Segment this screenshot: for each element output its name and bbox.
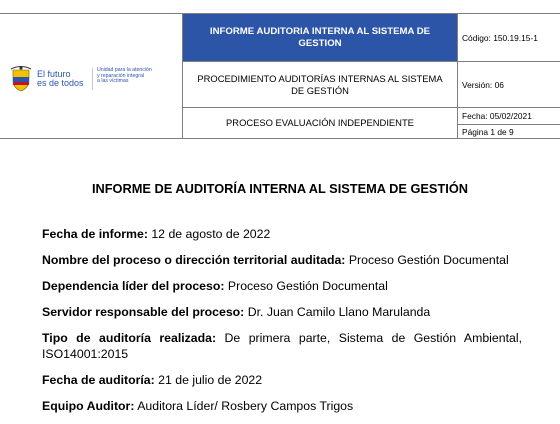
version-cell: Versión: 06 [458, 62, 560, 108]
field-value: Proceso Gestión Documental [349, 253, 509, 267]
logo-sub-line-3: a las víctimas [97, 79, 181, 85]
logo-sub-line-2: y reparación integral [97, 74, 181, 80]
field-tipo-auditoria [42, 330, 522, 362]
logo-line-2: es de todos [37, 79, 84, 88]
field-equipo-auditor [42, 398, 522, 414]
report-fields [42, 226, 522, 424]
codigo-cell: Código: 150.19.15-1 [458, 14, 560, 62]
fecha-cell: Fecha: 05/02/2021 [458, 108, 560, 125]
field-value: Auditora Líder/ Rosbery Campos Trigos [137, 399, 353, 413]
field-label: Dependencia líder del proceso: [42, 279, 224, 293]
field-value: De primera parte, Sistema de Gestión Ambiental, ISO14001:2015 [42, 331, 522, 361]
header-title-line-1: INFORME AUDITORIA INTERNA AL SISTEMA DE [183, 26, 457, 38]
field-label: Equipo Auditor: [42, 399, 134, 413]
logo-wordmark [37, 70, 84, 88]
field-label: Fecha de informe: [42, 227, 148, 241]
procedure-cell [183, 62, 458, 108]
procedure-line-2: DE GESTIÓN [183, 85, 457, 97]
logo-subtitle [97, 68, 181, 85]
pagina-cell: Página 1 de 9 [458, 125, 560, 139]
field-nombre-proceso [42, 252, 522, 268]
field-fecha-informe [42, 226, 522, 242]
field-value: Proceso Gestión Documental [228, 279, 388, 293]
procedure-line-1: PROCEDIMIENTO AUDITORÍAS INTERNAS AL SISTEMA [183, 73, 457, 85]
process-cell: PROCESO EVALUACIÓN INDEPENDIENTE [183, 108, 458, 139]
field-value: Dr. Juan Camilo Llano Marulanda [248, 305, 431, 319]
field-label: Servidor responsable del proceso: [42, 305, 244, 319]
colombia-coat-of-arms-icon [10, 66, 32, 92]
field-value: 21 de julio de 2022 [158, 373, 262, 387]
logo-divider [92, 68, 93, 90]
field-servidor-responsable [42, 304, 522, 320]
logo-cell [0, 14, 183, 139]
document-title: INFORME DE AUDITORÍA INTERNA AL SISTEMA DE GESTIÓN [0, 181, 560, 196]
field-dependencia-lider [42, 278, 522, 294]
logo-line-1: El futuro [37, 70, 84, 79]
header-title-cell [183, 14, 458, 62]
field-fecha-auditoria [42, 372, 522, 388]
header-title-line-2: GESTION [183, 38, 457, 50]
logo-sub-line-1: Unidad para la atención [97, 68, 181, 74]
document-header-table [0, 13, 560, 139]
field-value: 12 de agosto de 2022 [151, 227, 270, 241]
field-label: Tipo de auditoría realizada: [42, 331, 216, 345]
organization-logo [6, 66, 178, 92]
field-label: Nombre del proceso o dirección territorial auditada: [42, 253, 345, 267]
field-label: Fecha de auditoría: [42, 373, 155, 387]
